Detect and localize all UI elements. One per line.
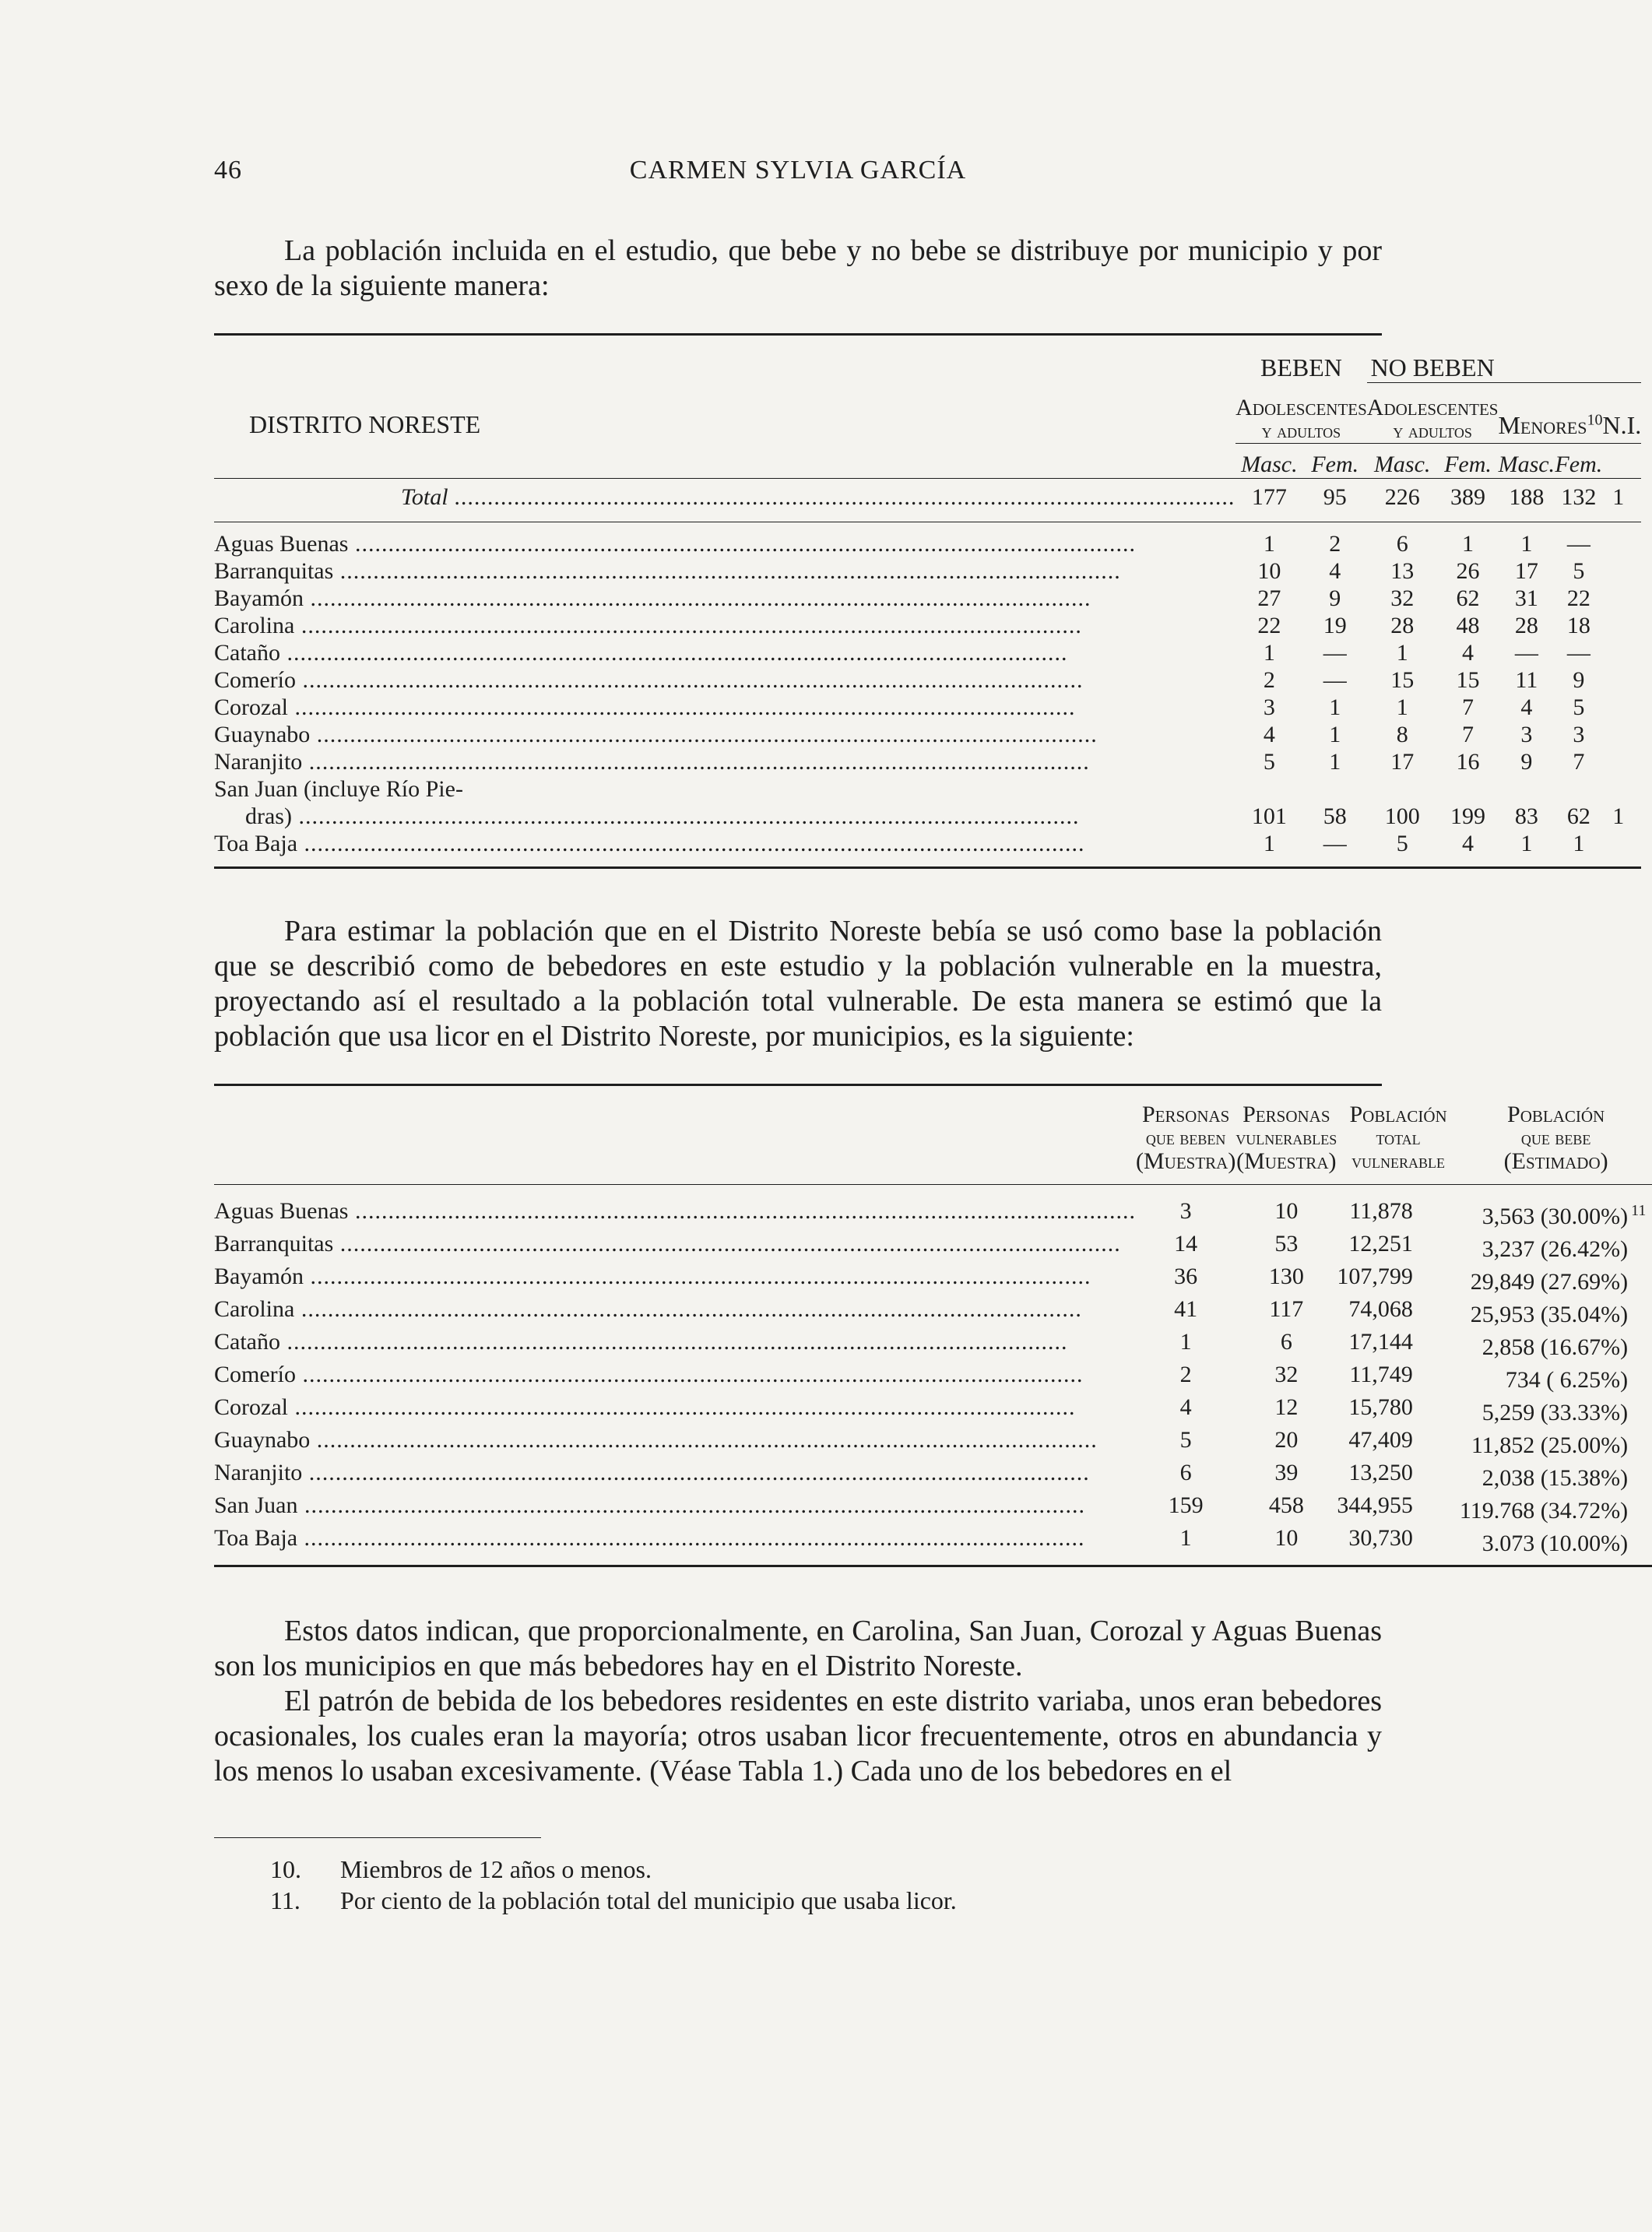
- total-label: Total: [401, 484, 448, 510]
- footnote-10: 10. Miembros de 12 años o menos.: [270, 1855, 652, 1883]
- cell-value: 3: [1573, 722, 1585, 747]
- municipality-name: Naranjito: [214, 749, 303, 775]
- municipality-name: Bayamón: [214, 585, 304, 611]
- cell-value: [1602, 748, 1641, 775]
- cell-estimate: 119.768 (34.72%): [1459, 1498, 1629, 1524]
- cell-value: 4: [1329, 558, 1341, 584]
- cell-vulnerable: 10: [1274, 1525, 1299, 1551]
- cell-total: 15,780: [1348, 1394, 1413, 1420]
- cell-value: 5: [1573, 694, 1585, 720]
- col-personas-vulnerables: Personas vulnerables (Muestra): [1235, 1102, 1337, 1174]
- cell-estimate: 734 ( 6.25%): [1505, 1367, 1629, 1393]
- cell-value: 1: [1329, 749, 1341, 775]
- cell-value: [1602, 612, 1641, 639]
- cell-value: 31: [1514, 585, 1538, 611]
- distribution-table: [214, 336, 1641, 869]
- cell-vulnerable: 117: [1269, 1296, 1304, 1322]
- municipality-name: Corozal: [214, 1394, 288, 1420]
- cell-value: 48: [1456, 613, 1480, 638]
- col-poblacion-bebe: Población que bebe (Estimado): [1503, 1102, 1608, 1174]
- conclusion-paragraph: Estos datos indican, que proporcionalmente, en Carolina, San Juan, Corozal y Aguas Buenas son los municipios en que más bebedores hay en el Distrito Noreste.: [214, 1615, 1382, 1682]
- cell-drink: 41: [1174, 1296, 1198, 1322]
- cell-value: 27: [1257, 585, 1281, 611]
- cell-drink: 14: [1174, 1231, 1198, 1257]
- col-menores: Menores$^{10}$: [1498, 385, 1602, 444]
- cell-value: 4: [1520, 694, 1533, 720]
- municipality-name: Aguas Buenas: [214, 531, 349, 557]
- cell-value: 3: [1520, 722, 1533, 747]
- cell-value: 1: [1612, 803, 1625, 829]
- cell-value: 26: [1456, 558, 1480, 584]
- municipality-name: Bayamón: [214, 1264, 304, 1289]
- municipality-name: Cataño: [214, 1329, 280, 1355]
- cell-value: 1: [1263, 640, 1275, 666]
- col-personas-beben: Personas que beben (Muestra): [1135, 1102, 1236, 1174]
- cell-value: 199: [1450, 803, 1486, 829]
- total-value: 226: [1384, 484, 1420, 510]
- cell-drink: 159: [1168, 1492, 1204, 1518]
- cell-value: 16: [1456, 749, 1480, 775]
- total-value: 177: [1251, 484, 1287, 510]
- cell-value: 28: [1390, 613, 1415, 638]
- cell-vulnerable: 130: [1268, 1264, 1304, 1289]
- cell-value: 100: [1384, 803, 1420, 829]
- cell-total: 74,068: [1348, 1296, 1413, 1322]
- table-row: [214, 1328, 1652, 1361]
- cell-total: 47,409: [1348, 1427, 1413, 1453]
- municipality-name: San Juan: [214, 1492, 298, 1518]
- cell-vulnerable: 53: [1274, 1231, 1299, 1257]
- municipality-name: Carolina: [214, 1296, 295, 1322]
- cell-value: —: [1566, 531, 1590, 557]
- cell-drink: 36: [1174, 1264, 1198, 1289]
- municipality-name: Toa Baja: [214, 1525, 298, 1551]
- table-row: [214, 1394, 1652, 1426]
- municipality-name: Toa Baja: [214, 831, 298, 856]
- footnote-10-mark: 10: [1587, 411, 1603, 429]
- municipality-name: dras): [245, 803, 292, 829]
- cell-estimate: 25,953 (35.04%): [1470, 1302, 1629, 1327]
- footnote-11: 11. Por ciento de la población total del municipio que usaba licor.: [270, 1886, 957, 1914]
- cell-value: 1: [1520, 831, 1533, 856]
- table-row: [214, 1263, 1652, 1295]
- cell-drink: 6: [1179, 1460, 1192, 1485]
- fem-beben: Fem.: [1311, 452, 1359, 477]
- table-row: [214, 1492, 1652, 1524]
- cell-total: 11,749: [1349, 1362, 1413, 1387]
- cell-total: 107,799: [1337, 1264, 1413, 1289]
- cell-estimate: 5,259 (33.33%): [1482, 1400, 1629, 1425]
- municipality-name: San Juan (incluye Río Pie-: [214, 776, 463, 802]
- total-value: 188: [1509, 484, 1545, 510]
- group-header-no-beben: NO BEBEN: [1370, 353, 1495, 381]
- cell-vulnerable: 6: [1280, 1329, 1292, 1355]
- table-row: [214, 775, 1641, 803]
- cell-total: 344,955: [1337, 1492, 1413, 1518]
- cell-vulnerable: 20: [1274, 1427, 1299, 1453]
- group-header-beben: BEBEN: [1260, 353, 1342, 381]
- total-value: 389: [1450, 484, 1486, 510]
- cell-value: —: [1323, 667, 1347, 693]
- cell-drink: 5: [1179, 1427, 1192, 1453]
- total-value: 95: [1323, 484, 1347, 510]
- cell-value: [1602, 557, 1641, 585]
- cell-estimate: 3.073 (10.00%): [1482, 1531, 1629, 1556]
- masc-no-beben: Masc.: [1373, 452, 1431, 477]
- cell-value: 15: [1456, 667, 1480, 693]
- cell-value: 8: [1396, 722, 1408, 747]
- cell-value: 1: [1329, 694, 1341, 720]
- cell-value: —: [1323, 831, 1347, 856]
- running-header: [214, 156, 1382, 202]
- cell-vulnerable: 10: [1274, 1198, 1299, 1224]
- cell-value: [1602, 694, 1641, 721]
- cell-drink: 4: [1179, 1394, 1192, 1420]
- cell-value: 58: [1323, 803, 1347, 829]
- municipality-name: Cataño: [214, 640, 280, 666]
- table-row: [214, 803, 1641, 830]
- cell-value: 7: [1462, 694, 1474, 720]
- municipality-name: Comerío: [214, 667, 296, 693]
- total-value: 1: [1612, 484, 1625, 510]
- cell-value: 7: [1462, 722, 1474, 747]
- masc-beben: Masc.: [1241, 452, 1298, 477]
- estimation-paragraph: Para estimar la población que en el Distrito Noreste bebía se usó como base la población que se describió como de bebedores en este estudio y la población vulnerable en la muestra, proyectando así el resultado a la población total vulnerable. De esta manera se estimó que la población que usa licor en el Distrito Noreste, por municipios, es la siguiente:: [214, 915, 1382, 1053]
- cell-value: 6: [1396, 531, 1408, 557]
- cell-value: 4: [1462, 640, 1474, 666]
- cell-value: 7: [1573, 749, 1585, 775]
- col-ni: N.I.: [1602, 385, 1641, 444]
- table-row: [214, 1230, 1652, 1263]
- cell-estimate: 3,237 (26.42%): [1482, 1236, 1629, 1262]
- col-poblacion-total: Población total vulnerable: [1349, 1102, 1447, 1172]
- cell-value: 2: [1329, 531, 1341, 557]
- cell-value: 4: [1462, 831, 1474, 856]
- cell-value: 1: [1396, 640, 1408, 666]
- cell-value: 22: [1257, 613, 1281, 638]
- running-title-author: CARMEN SYLVIA GARCÍA: [629, 156, 967, 185]
- table-row: [214, 1459, 1652, 1492]
- book-page: [214, 156, 1647, 1916]
- col-adultos-beben: y adultos: [1261, 420, 1341, 442]
- cell-value: 17: [1390, 749, 1415, 775]
- municipality-name: Barranquitas: [214, 1231, 334, 1257]
- cell-drink: 1: [1179, 1329, 1192, 1355]
- table-row: [214, 639, 1641, 666]
- estimate-table: [214, 1086, 1652, 1567]
- cell-vulnerable: 12: [1274, 1394, 1299, 1420]
- cell-value: [1602, 585, 1641, 612]
- table-row: [214, 1295, 1652, 1328]
- municipality-name: Comerío: [214, 1362, 296, 1387]
- col-adolescentes-no-beben: Adolescentes: [1366, 395, 1499, 420]
- cell-value: 9: [1520, 749, 1533, 775]
- table-row: [214, 1426, 1652, 1459]
- cell-value: [1602, 639, 1641, 666]
- cell-estimate: 11,852 (25.00%): [1471, 1432, 1629, 1458]
- table-row: [214, 830, 1641, 857]
- cell-value: 5: [1396, 831, 1408, 856]
- cell-value: 1: [1573, 831, 1585, 856]
- total-row: [214, 483, 1641, 511]
- total-value: 132: [1561, 484, 1597, 510]
- cell-value: —: [1323, 640, 1347, 666]
- cell-value: 5: [1573, 558, 1585, 584]
- cell-value: 32: [1390, 585, 1415, 611]
- cell-value: [1602, 530, 1641, 557]
- cell-vulnerable: 32: [1274, 1362, 1299, 1387]
- cell-drink: 3: [1179, 1198, 1192, 1224]
- municipality-name: Corozal: [214, 694, 288, 720]
- cell-value: 4: [1263, 722, 1275, 747]
- cell-total: 11,878: [1349, 1198, 1413, 1224]
- district-label: DISTRITO NORESTE: [249, 409, 481, 438]
- municipality-name: Guaynabo: [214, 722, 311, 747]
- cell-value: 13: [1390, 558, 1415, 584]
- col-adultos-no-beben: y adultos: [1393, 420, 1472, 442]
- footnotes: [214, 1854, 1382, 1916]
- cell-total: 30,730: [1348, 1525, 1413, 1551]
- cell-value: [1602, 721, 1641, 748]
- cell-drink: 1: [1179, 1525, 1192, 1551]
- col-adolescentes-beben: Adolescentes: [1235, 395, 1367, 420]
- cell-value: 19: [1323, 613, 1347, 638]
- table-row: [214, 1524, 1652, 1557]
- cell-estimate: 2,858 (16.67%): [1482, 1334, 1629, 1360]
- table-row: [214, 1361, 1652, 1394]
- cell-value: 11: [1515, 667, 1538, 693]
- cell-value: 17: [1514, 558, 1538, 584]
- cell-value: 2: [1263, 667, 1275, 693]
- cell-vulnerable: 39: [1274, 1460, 1299, 1485]
- cell-value: 9: [1329, 585, 1341, 611]
- cell-value: 62: [1456, 585, 1480, 611]
- cell-value: 9: [1573, 667, 1585, 693]
- cell-value: 15: [1390, 667, 1415, 693]
- cell-value: —: [1566, 640, 1590, 666]
- table-row: [214, 666, 1641, 694]
- cell-total: 13,250: [1348, 1460, 1413, 1485]
- cell-value: 1: [1462, 531, 1474, 557]
- table-row: [214, 612, 1641, 639]
- cell-value: 1: [1329, 722, 1341, 747]
- table-row: [214, 1197, 1652, 1230]
- cell-value: —: [1514, 640, 1538, 666]
- cell-total: 17,144: [1348, 1329, 1413, 1355]
- cell-value: 22: [1566, 585, 1590, 611]
- page-number: 46: [214, 156, 242, 185]
- cell-value: 3: [1263, 694, 1275, 720]
- masc-menores: Masc.: [1498, 452, 1555, 477]
- cell-value: 1: [1263, 831, 1275, 856]
- fem-no-beben: Fem.: [1444, 452, 1492, 477]
- table-row: [214, 557, 1641, 585]
- cell-value: 83: [1514, 803, 1538, 829]
- fem-menores: Fem.: [1555, 452, 1603, 477]
- pattern-paragraph: El patrón de bebida de los bebedores residentes en este distrito variaba, unos eran bebedores ocasionales, los cuales eran la mayoría; otros usaban licor frecuentemente, otros en abundancia y los menos lo usaban excesivamente. (Véase Tabla 1.) Cada uno de los bebedores en el: [214, 1685, 1382, 1787]
- cell-value: 101: [1251, 803, 1287, 829]
- municipality-name: Barranquitas: [214, 558, 334, 584]
- table-row: [214, 721, 1641, 748]
- cell-value: 1: [1263, 531, 1275, 557]
- cell-value: 18: [1566, 613, 1590, 638]
- cell-value: 62: [1566, 803, 1590, 829]
- table-row: [214, 585, 1641, 612]
- municipality-name: Aguas Buenas: [214, 1198, 349, 1224]
- cell-drink: 2: [1179, 1362, 1192, 1387]
- municipality-name: Carolina: [214, 613, 295, 638]
- table-row: [214, 748, 1641, 775]
- municipality-name: Naranjito: [214, 1460, 303, 1485]
- cell-value: 1: [1396, 694, 1408, 720]
- cell-estimate: 29,849 (27.69%): [1470, 1269, 1629, 1295]
- intro-paragraph: La población incluida en el estudio, que bebe y no bebe se distribuye por municipio y por sexo de la siguiente manera:: [214, 234, 1382, 302]
- footnote-11-mark: 11: [1631, 1202, 1647, 1219]
- cell-vulnerable: 458: [1268, 1492, 1304, 1518]
- cell-value: [1602, 666, 1641, 694]
- cell-total: 12,251: [1348, 1231, 1413, 1257]
- cell-value: 1: [1520, 531, 1533, 557]
- cell-value: 5: [1263, 749, 1275, 775]
- municipality-name: Guaynabo: [214, 1427, 311, 1453]
- cell-value: 28: [1514, 613, 1538, 638]
- table-row: [214, 530, 1641, 557]
- cell-value: 10: [1257, 558, 1281, 584]
- cell-estimate: 3,563 (30.00%) $^{11}$: [1482, 1202, 1647, 1229]
- table-row: [214, 694, 1641, 721]
- cell-estimate: 2,038 (15.38%): [1482, 1465, 1629, 1491]
